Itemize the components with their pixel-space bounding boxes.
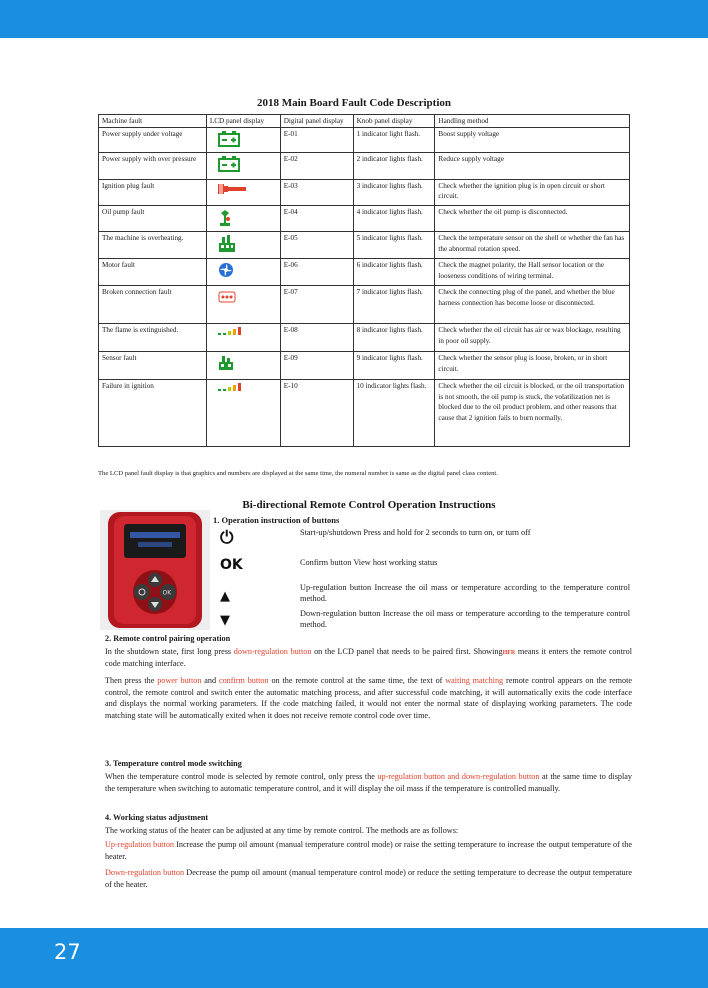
table-header-cell: Handling method <box>435 115 630 128</box>
pairing-paragraph-1 <box>105 646 632 669</box>
highlight-text: waiting matching <box>445 676 504 685</box>
text-run: Increase the pump oil amount (manual temperature control mode) or raise the setting temperature to increase the output temperature of the heater. <box>105 840 632 861</box>
table-row <box>99 286 630 324</box>
knob-display: 5 indicator lights flash. <box>353 232 435 259</box>
highlight-text: down-regulation button <box>233 647 312 656</box>
fan-icon <box>218 262 234 278</box>
fault-table-title: 2018 Main Board Fault Code Description <box>256 97 452 109</box>
fault-name: Power supply with over pressure <box>99 152 207 179</box>
digital-code: E-10 <box>280 380 353 447</box>
fault-code-table <box>98 114 630 447</box>
flame-bars-icon <box>218 383 244 393</box>
text-run: Then press the <box>105 676 158 685</box>
table-header-cell: Knob panel display <box>353 115 435 128</box>
remote-section-title: Bi-directional Remote Control Operation Instructions <box>242 499 496 511</box>
knob-display: 3 indicator lights flash. <box>353 179 435 205</box>
table-row <box>99 179 630 205</box>
power-button-description: Start-up/shutdown Press and hold for 2 seconds to turn on, or turn off <box>300 528 531 537</box>
up-button-glyph: ▲ <box>220 589 230 604</box>
oil-pump-icon <box>218 209 232 227</box>
fault-name: Broken connection fault <box>99 286 207 324</box>
handling-method: Check whether the oil pump is disconnected. <box>435 205 630 231</box>
fault-name: Ignition plug fault <box>99 179 207 205</box>
handling-method: Check whether the oil circuit has air or wax blockage, resulting in poor oil supply. <box>435 324 630 352</box>
table-row <box>99 205 630 231</box>
highlight-text: Down-regulation button <box>105 868 185 877</box>
table-footnote: The LCD panel fault display is that graphics and numbers are displayed at the same time, the numeral number is same as the digital panel class content. <box>98 470 498 477</box>
remote-control-image <box>100 510 210 630</box>
table-header-cell: Digital panel display <box>280 115 353 128</box>
page-number: 27 <box>54 940 81 964</box>
lcd-icon-cell <box>206 380 280 447</box>
fault-name: Sensor fault <box>99 352 207 380</box>
table-row <box>99 324 630 352</box>
top-banner <box>0 0 708 38</box>
text-run: In the shutdown state, first long press <box>105 647 234 656</box>
handling-method: Reduce supply voltage <box>435 152 630 179</box>
knob-display: 8 indicator lights flash. <box>353 324 435 352</box>
digital-code: E-03 <box>280 179 353 205</box>
down-button-glyph: ▼ <box>220 613 230 628</box>
lcd-icon-cell <box>206 286 280 324</box>
table-row <box>99 259 630 286</box>
section-heading-working-status: 4. Working status adjustment <box>105 813 209 822</box>
highlight-text: up-regulation button and down-regulation button <box>377 772 540 781</box>
lcd-icon-cell <box>206 179 280 205</box>
highlight-text: confirm button <box>218 676 269 685</box>
section-heading-temperature-mode: 3. Temperature control mode switching <box>105 759 242 768</box>
battery-icon <box>218 156 240 172</box>
text-run: When the temperature control mode is selected by remote control, only press the <box>105 772 378 781</box>
table-header-cell: LCD panel display <box>206 115 280 128</box>
svg-text:OK: OK <box>162 589 172 597</box>
knob-display: 2 indicator lights flash. <box>353 152 435 179</box>
ok-button-glyph: OK <box>220 557 243 573</box>
digital-code: E-09 <box>280 352 353 380</box>
connection-icon <box>218 289 236 305</box>
text-run: on the LCD panel that needs to be paired first. Showing <box>311 647 503 656</box>
flame-bars-icon <box>218 327 244 337</box>
handling-method: Check whether the ignition plug is in open circuit or short circuit. <box>435 179 630 205</box>
table-row <box>99 152 630 179</box>
lcd-icon-cell <box>206 352 280 380</box>
fault-name: The flame is extinguished. <box>99 324 207 352</box>
text-run: on the remote control at the same time, the text of <box>268 676 446 685</box>
handling-method: Check the temperature sensor on the shell or whether the fan has the abnormal rotation speed. <box>435 232 630 259</box>
digital-code: E-06 <box>280 259 353 286</box>
down-button-description: Down-regulation button Increase the oil mass or temperature according to the temperature control method. <box>300 609 630 630</box>
table-row <box>99 232 630 259</box>
up-button-description: Up-regulation button Increase the oil mass or temperature according to the temperature control method. <box>300 583 630 604</box>
digital-code: E-05 <box>280 232 353 259</box>
section-heading-pairing: 2. Remote control pairing operation <box>105 634 231 643</box>
hfr-symbol: HFR <box>502 650 516 656</box>
knob-display: 10 indicator lights flash. <box>353 380 435 447</box>
fault-name: Failure in ignition <box>99 380 207 447</box>
handling-method: Check whether the oil circuit is blocked, or the oil transportation is not smooth, the oil pump is stuck, the volatilization net is blocked due to the oil product problem, and other reasons that cause that 2 ignition fails to burn normally. <box>435 380 630 447</box>
fault-name: Motor fault <box>99 259 207 286</box>
table-row <box>99 128 630 152</box>
digital-code: E-04 <box>280 205 353 231</box>
text-run: means it enters the remote control code matching interface. <box>105 647 632 668</box>
text-run: at the same time to display the temperature when switching to automatic temperature control, and it will display the oil mass if the temperature is controlled manually. <box>105 772 632 793</box>
digital-code: E-07 <box>280 286 353 324</box>
digital-code: E-02 <box>280 152 353 179</box>
ignition-plug-icon <box>218 183 248 195</box>
handling-method: Check the magnet polarity, the Hall sensor location or the looseness conditions of wiring terminal. <box>435 259 630 286</box>
handling-method: Boost supply voltage <box>435 128 630 152</box>
lcd-icon-cell <box>206 324 280 352</box>
text-run: remote control appears on the remote control, the remote control and switch enter the automatic matching process, and after successful code matching, it will automatically exits the code interface and displays the normal working parameters. If the code matching failed, it would not enter the normal state of displaying working parameters. The code matching state will be automatically exited when it does not receive remote control code over time. <box>105 676 633 720</box>
fault-name: The machine is overheating. <box>99 232 207 259</box>
down-regulation-paragraph <box>105 867 632 890</box>
sensor-icon <box>218 355 234 371</box>
knob-display: 4 indicator lights flash. <box>353 205 435 231</box>
highlight-text: Up-regulation button <box>105 840 175 849</box>
handling-method: Check whether the sensor plug is loose, broken, or in short circuit. <box>435 352 630 380</box>
knob-display: 7 indicator lights flash. <box>353 286 435 324</box>
table-row <box>99 352 630 380</box>
section-heading-buttons: 1. Operation instruction of buttons <box>213 515 340 525</box>
bottom-banner <box>0 928 708 988</box>
lcd-icon-cell <box>206 259 280 286</box>
knob-display: 6 indicator lights flash. <box>353 259 435 286</box>
table-header-cell: Machine fault <box>99 115 207 128</box>
table-row <box>99 380 630 447</box>
fault-name: Power supply under voltage <box>99 128 207 152</box>
power-button-glyph: ⏻ <box>220 528 234 548</box>
up-regulation-paragraph <box>105 839 632 862</box>
digital-code: E-08 <box>280 324 353 352</box>
text-run: and <box>201 676 219 685</box>
ok-button-description: Confirm button View host working status <box>300 558 438 567</box>
knob-display: 9 indicator lights flash. <box>353 352 435 380</box>
highlight-text: power button <box>157 676 202 685</box>
handling-method: Check the connecting plug of the panel, and whether the blue harness connection has become loose or disconnected. <box>435 286 630 324</box>
working-status-intro: The working status of the heater can be adjusted at any time by remote control. The methods are as follows: <box>105 826 459 835</box>
temperature-mode-paragraph <box>105 771 632 794</box>
lcd-icon-cell <box>206 205 280 231</box>
lcd-icon-cell <box>206 128 280 152</box>
overheat-icon <box>218 235 236 253</box>
digital-code: E-01 <box>280 128 353 152</box>
lcd-icon-cell <box>206 232 280 259</box>
battery-icon <box>218 131 240 147</box>
lcd-icon-cell <box>206 152 280 179</box>
fault-name: Oil pump fault <box>99 205 207 231</box>
knob-display: 1 indicator light flash. <box>353 128 435 152</box>
text-run: Decrease the pump oil amount (manual temperature control mode) or reduce the setting temperature to decrease the output temperature of the heater. <box>105 868 633 889</box>
table-header-row <box>99 115 630 128</box>
pairing-paragraph-2 <box>105 675 632 722</box>
